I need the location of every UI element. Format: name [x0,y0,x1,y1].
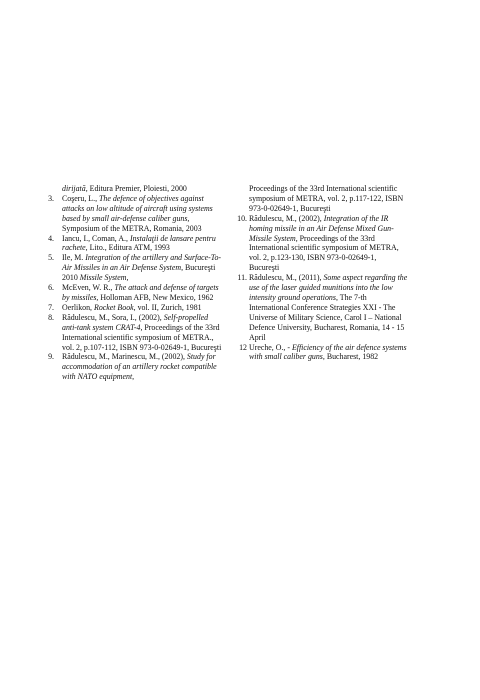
reference-text: Coşeru, L., [62,193,100,203]
reference-title: The defence of objectives against attacks on low altitude of aircraft using systems based by small air-defense caliber guns [62,193,213,223]
reference-text: , Proceedings of the 33rd International scientific symposium of METRA, vol. 2, p.123-130, ISBN 973-0-02649-1, Bucureşti [249,233,399,273]
reference-text: , Bucharest, 1982 [322,352,379,362]
reference-number: 8. [48,312,54,322]
reference-text: McEven, W. R., [62,283,115,293]
reference-text: Rădulescu, M., (2011), [249,273,324,283]
reference-text: , Bucureşti 2010 [62,263,216,283]
reference-entry [36,313,224,353]
reference-text: Iancu, I., Coman, A., [62,233,130,243]
reference-entry [36,234,224,254]
reference-title: Missile System, [79,273,129,283]
reference-title: Efficiency of the air defence systems with small caliber guns [249,342,407,362]
reference-continuation [232,184,408,214]
reference-title: Self-propelled anti-tank system CRAT-4 [62,312,209,332]
reference-title: The attack and defense of targets by missiles [62,283,219,302]
reference-title: Some aspect regarding the use of the laser guided munitions into the low intensity ground operations [249,273,408,302]
reference-title: Integration of the IR homing missile in an Air Defense Mixed Gun-Missile System [249,213,394,243]
reference-text: , vol. II, Zurich, 1981 [133,302,202,312]
reference-text: , The 7-th International Conference Strategies XXI - The Universe of Military Science, Carol I – National Defence University, Bucharest, Romania, 14 - 15 April [249,292,405,342]
reference-title: Instalaţii de lansare pentru rachete [62,233,216,253]
references-right-column [232,184,408,362]
reference-entry [232,273,408,342]
reference-title: Integration of the artillery and Surface-To-Air Missiles in an Air Defense System [62,253,222,273]
reference-entry [36,352,224,382]
reference-continuation [36,184,224,194]
reference-number: 3. [48,193,54,203]
reference-text: , [132,372,135,382]
reference-text: , Proceedings of the 33rd International scientific symposium of METRA., vol. 2, p.107-112, ISBN 973-0-02649-1, Bucureşti [62,322,222,352]
reference-number: 10. [237,213,247,223]
reference-title: Study for accommodation of an artillery rocket compatible with NATO equipment [62,352,217,382]
reference-number: 9. [48,352,54,362]
reference-number: 7. [48,302,54,312]
reference-entry [36,303,224,313]
reference-number: 11. [237,273,247,283]
reference-text: , Holloman AFB, New Mexico, 1962 [96,292,214,302]
reference-entry [232,214,408,273]
reference-text: Ile, M. [62,253,86,263]
reference-text: , Editura Premier, Ploiesti, 2000 [85,184,187,193]
reference-text: , Lito., Editura ATM, 1993 [85,243,170,253]
reference-text: , Symposium of the METRA, Romania, 2003 [62,213,202,233]
reference-title: dirijată [62,184,86,193]
reference-title: Rocket Book [94,302,134,312]
reference-entry [36,253,224,283]
reference-number: 5. [48,253,54,263]
reference-number: 4. [48,233,54,243]
reference-text: Oerlikon, [62,302,94,312]
references-left-column [36,184,224,382]
reference-text: Proceedings of the 33rd International scientific symposium of METRA, vol. 2, p.117-122, ISBN 973-0-02649-1, Bucureşti [249,184,404,213]
reference-text: Rădulescu, M., (2002), [249,213,324,223]
reference-entry [36,283,224,303]
reference-number: 12 [239,342,247,352]
reference-entry [232,343,408,363]
reference-text: Ureche, O., - [249,342,292,352]
reference-number: 6. [48,283,54,293]
reference-text: Rădulescu, M., Marinescu, M., (2002), [62,352,187,362]
reference-entry [36,194,224,234]
reference-text: Rădulescu, M., Sora, I., (2002), [62,312,164,322]
